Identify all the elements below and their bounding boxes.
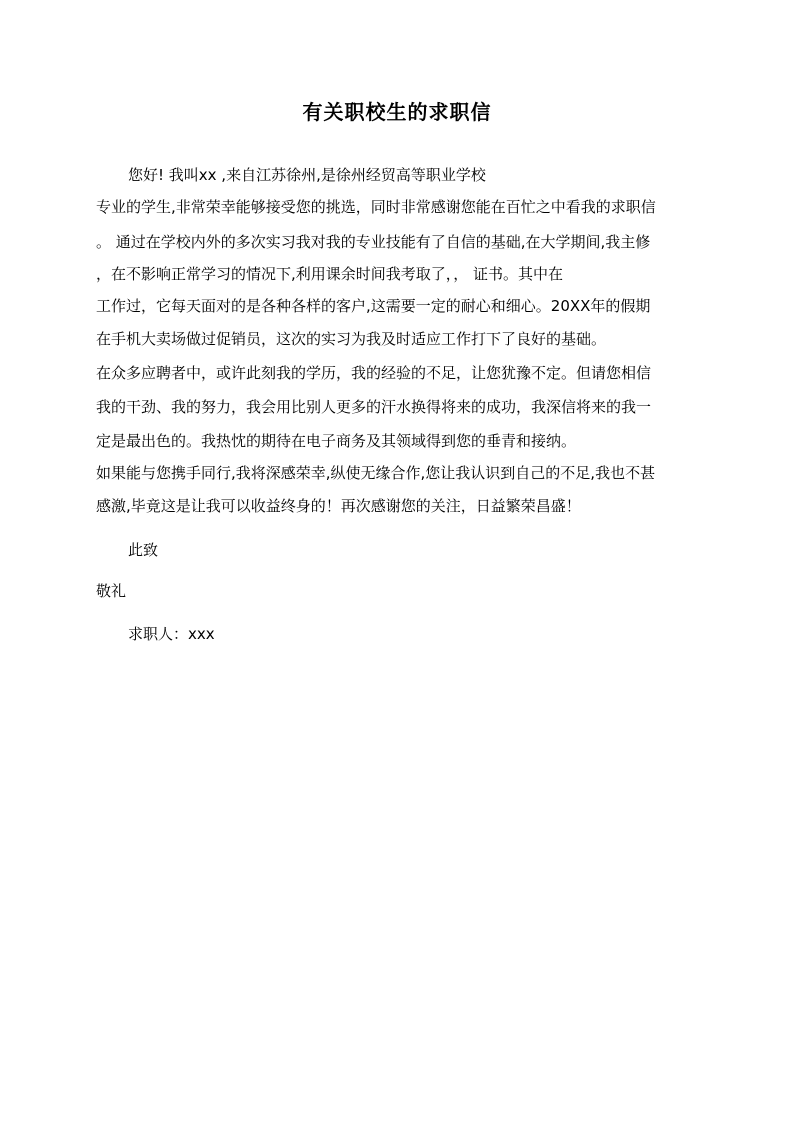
body-line-10: 如果能与您携手同行,我将深感荣幸,纵使无缘合作,您让我认识到自己的不足,我也不甚 [96, 464, 656, 482]
body-line-1: 您好! 我叫xx ,来自江苏徐州,是徐州经贸高等职业学校 [128, 166, 486, 184]
body-line-6: 在手机大卖场做过促销员，这次的实习为我及时适应工作打下了良好的基础。 [96, 330, 607, 348]
document-title: 有关职校生的求职信 [302, 100, 492, 124]
signature-line: 求职人：xxx [128, 625, 215, 643]
body-line-9: 定是最出色的。我热忱的期待在电子商务及其领域得到您的垂青和接纳。 [96, 432, 577, 450]
body-line-8: 我的干劲、我的努力，我会用比别人更多的汗水换得将来的成功，我深信将来的我一 [96, 398, 652, 416]
closing-salutation: 此致 [128, 541, 159, 559]
body-line-11: 感激,毕竟这是让我可以收益终身的！再次感谢您的关注，日益繁荣昌盛！ [96, 497, 581, 515]
body-line-5: 工作过，它每天面对的是各种各样的客户,这需要一定的耐心和细心。20XX年的假期 [96, 297, 651, 315]
body-line-2: 专业的学生,非常荣幸能够接受您的挑选，同时非常感谢您能在百忙之中看我的求职信 [96, 198, 656, 216]
body-line-4: ，在不影响正常学习的情况下,利用课余时间我考取了，， 证书。其中在 [96, 265, 564, 283]
closing-regards: 敬礼 [96, 582, 127, 600]
body-line-3: 。 通过在学校内外的多次实习我对我的专业技能有了自信的基础,在大学期间,我主修 [96, 233, 651, 251]
body-line-7: 在众多应聘者中，或许此刻我的学历，我的经验的不足，让您犹豫不定。但请您相信 [96, 364, 652, 382]
